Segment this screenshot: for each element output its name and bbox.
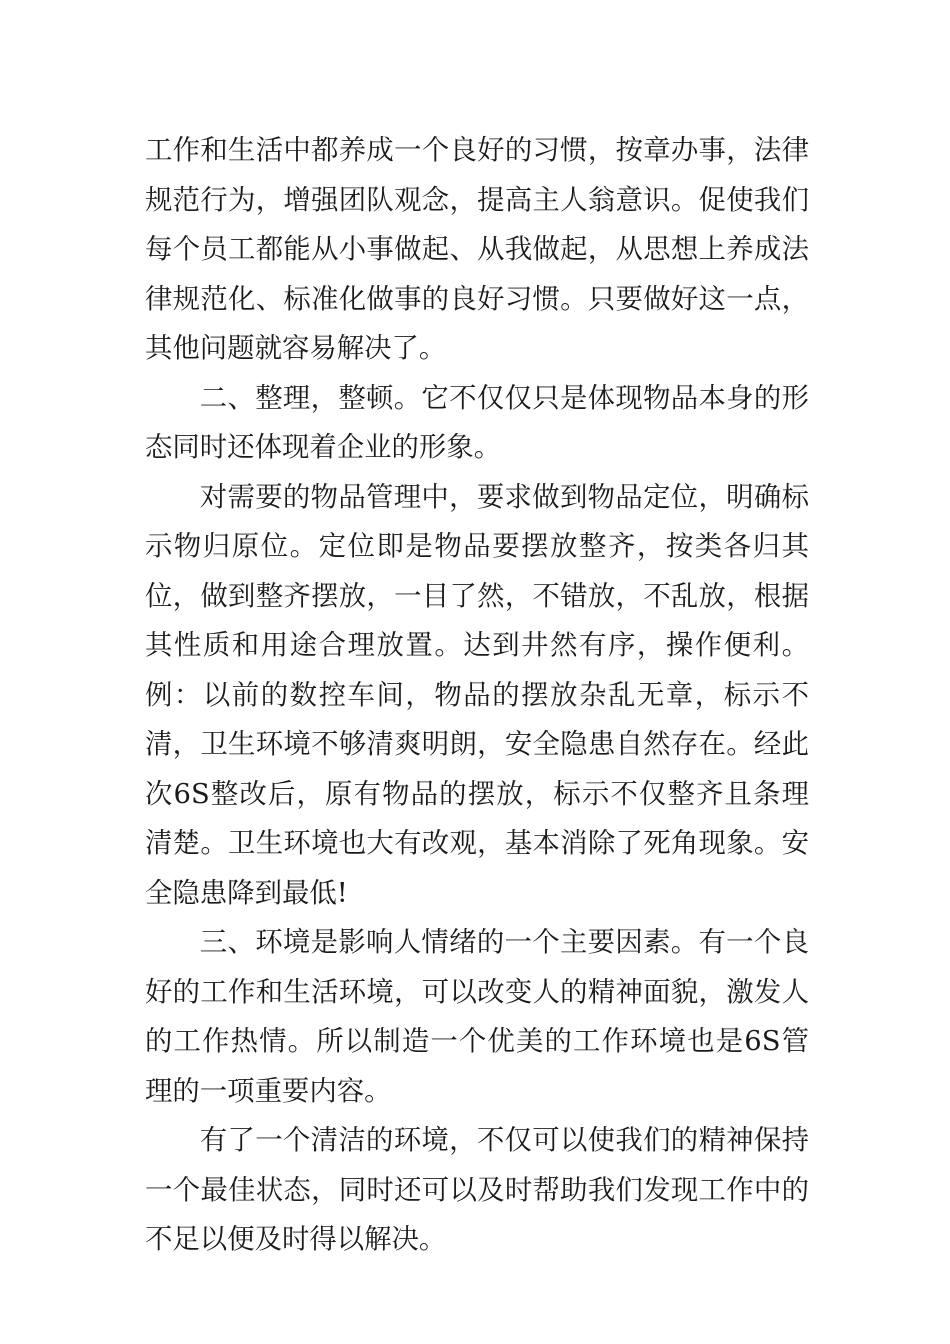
- paragraph-section-two: 二、整理，整顿。它不仅仅只是体现物品本身的形态同时还体现着企业的形象。: [145, 382, 809, 463]
- document-body: [145, 126, 809, 1265]
- paragraph-clean-environment: 有了一个清洁的环境，不仅可以使我们的精神保持一个最佳状态，同时还可以及时帮助我们发现工作中的不足以便及时得以解决。: [145, 1125, 809, 1255]
- paragraph-item-management: 对需要的物品管理中，要求做到物品定位，明确标示物归原位。定位即是物品要摆放整齐，按类各归其位，做到整齐摆放，一目了然，不错放，不乱放，根据其性质和用途合理放置。达到井然有序，操作便利。例：以前的数控车间，物品的摆放杂乱无章，标示不清，卫生环境不够清爽明朗，安全隐患自然存在。经此次6S整改后，原有物品的摆放，标示不仅整齐且条理清楚。卫生环境也大有改观，基本消除了死角现象。安全隐患降到最低!: [145, 481, 809, 909]
- paragraph-continuation: 工作和生活中都养成一个良好的习惯，按章办事，法律规范行为，增强团队观念，提高主人翁意识。促使我们每个员工都能从小事做起、从我做起，从思想上养成法律规范化、标准化做事的良好习惯。只要做好这一点，其他问题就容易解决了。: [145, 135, 809, 364]
- paragraph-section-three: 三、环境是影响人情绪的一个主要因素。有一个良好的工作和生活环境，可以改变人的精神面貌，激发人的工作热情。所以制造一个优美的工作环境也是6S管理的一项重要内容。: [145, 927, 809, 1107]
